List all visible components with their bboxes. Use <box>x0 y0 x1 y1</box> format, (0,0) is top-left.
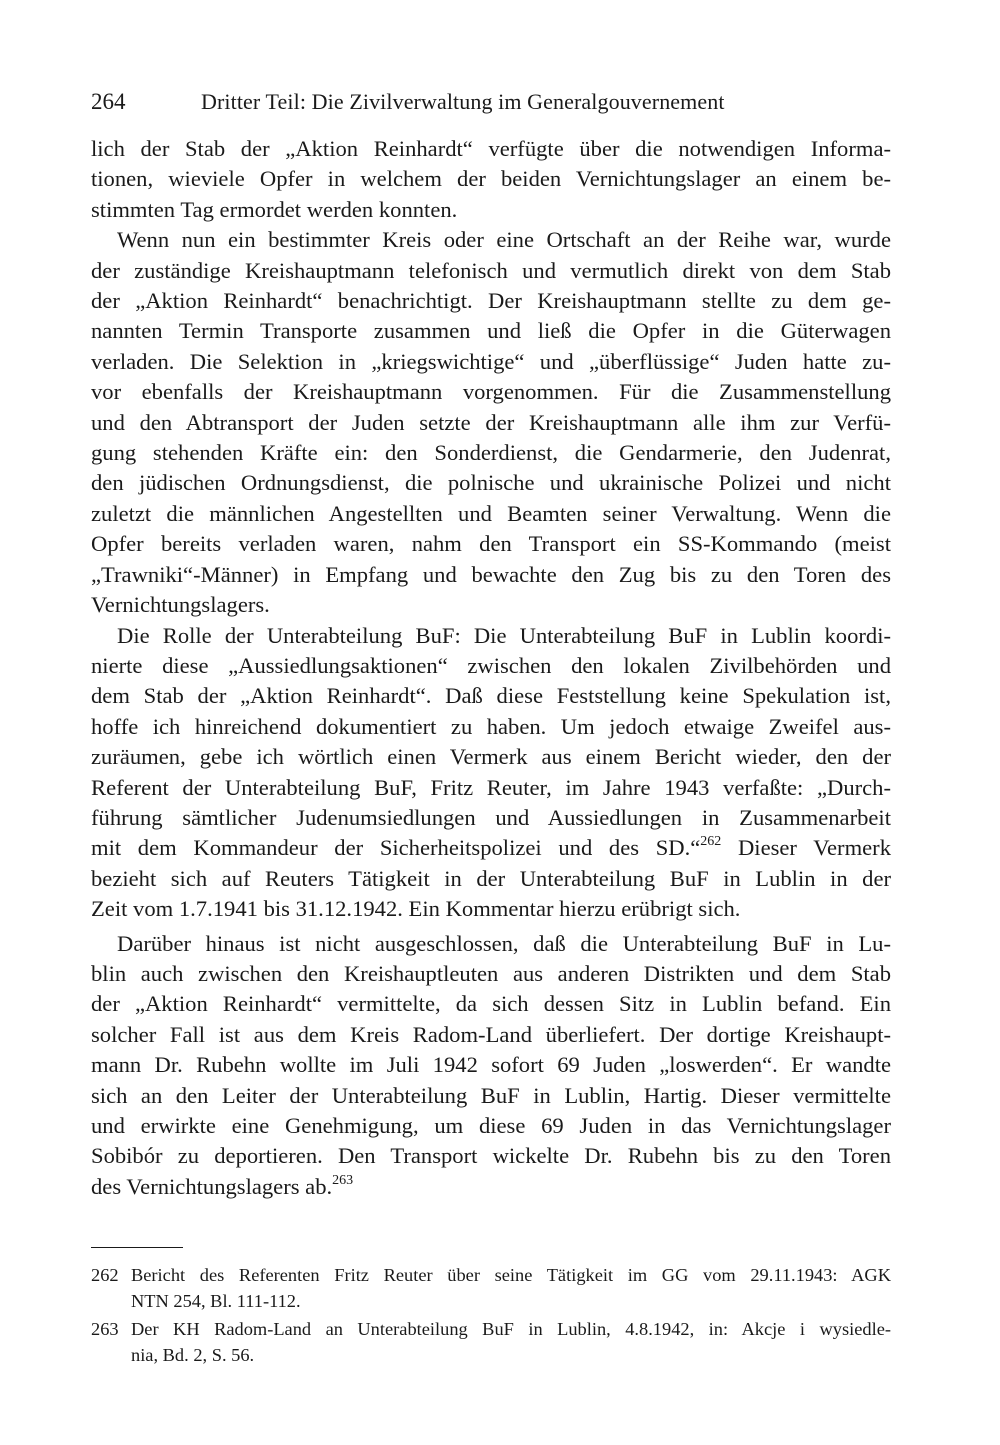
footnote-number: 263 <box>91 1319 119 1339</box>
text-line: nia, Bd. 2, S. 56. <box>131 1345 255 1365</box>
page-number: 264 <box>91 89 126 114</box>
text-line: tionen, wieviele Opfer in welchem der beiden Vernichtungslager an einem be- <box>91 166 891 192</box>
text-line: den jüdischen Ordnungsdienst, die polnische und ukrainische Polizei und nicht <box>91 470 891 496</box>
text-line-with-footnote <box>91 833 891 863</box>
text-line: zuräumen, gebe ich wörtlich einen Vermerk aus einem Bericht wieder, den der <box>91 744 891 770</box>
text-line: stimmten Tag ermordet werden konnten. <box>91 196 458 222</box>
footnote-rule <box>91 1247 183 1248</box>
paragraph-2 <box>91 225 891 620</box>
footnote-ref-263[interactable]: 263 <box>332 1172 354 1188</box>
running-head <box>91 82 921 122</box>
text-line: der „Aktion Reinhardt“ vermittelte, da sich dessen Sitz in Lublin befand. Ein <box>91 991 891 1017</box>
footnotes <box>91 1262 891 1370</box>
text-line: zuletzt die männlichen Angestellten und Beamten seiner Verwaltung. Wenn die <box>91 500 891 526</box>
paragraph-4 <box>91 929 891 1203</box>
text-line: der zuständige Kreishauptmann telefonisch und vermutlich direkt von dem Stab <box>91 257 891 283</box>
text-line: Opfer bereits verladen waren, nahm den Transport ein SS-Kommando (meist <box>91 531 891 557</box>
text-line: Bericht des Referenten Fritz Reuter über seine Tätigkeit im GG vom 29.11.1943: AGK <box>131 1265 891 1285</box>
text-line: nierte diese „Aussiedlungsaktionen“ zwischen den lokalen Zivilbehörden und <box>91 652 891 678</box>
text-line: Die Rolle der Unterabteilung BuF: Die Unterabteilung BuF in Lublin koordi- <box>117 622 891 648</box>
text-line: nannten Termin Transporte zusammen und ließ die Opfer in die Güterwagen <box>91 318 891 344</box>
text-fragment: des Vernichtungslagers ab. <box>91 1173 333 1199</box>
text-line: NTN 254, Bl. 111-112. <box>131 1291 301 1311</box>
text-line: verladen. Die Selektion in „kriegswichtige“ und „überflüssige“ Juden hatte zu- <box>91 348 891 374</box>
footnote-text <box>131 1262 891 1314</box>
text-line: hoffe ich hinreichend dokumentiert zu haben. Um jedoch etwaige Zweifel aus- <box>91 713 891 739</box>
text-line: dem Stab der „Aktion Reinhardt“. Daß diese Feststellung keine Spekulation ist, <box>91 683 891 709</box>
paragraph-1 <box>91 134 891 225</box>
text-line: der „Aktion Reinhardt“ benachrichtigt. Der Kreishauptmann stellte zu dem ge- <box>91 288 891 314</box>
text-line: „Trawniki“-Männer) in Empfang und bewachte den Zug bis zu den Toren des <box>91 561 891 587</box>
text-line: Sobibór zu deportieren. Den Transport wickelte Dr. Rubehn bis zu den Toren <box>91 1143 891 1169</box>
text-line: Wenn nun ein bestimmter Kreis oder eine Ortschaft an der Reihe war, wurde <box>117 227 891 253</box>
text-fragment: mit dem Kommandeur der Sicherheitspolizei und des SD.“ <box>91 835 701 861</box>
footnote-263 <box>91 1316 891 1368</box>
text-line-with-footnote <box>91 1172 891 1202</box>
text-line: Referent der Unterabteilung BuF, Fritz Reuter, im Jahre 1943 verfaßte: „Durch- <box>91 774 891 800</box>
footnote-text <box>131 1316 891 1368</box>
text-line: solcher Fall ist aus dem Kreis Radom-Land überliefert. Der dortige Kreishaupt- <box>91 1021 891 1047</box>
text-line: und den Abtransport der Juden setzte der Kreishauptmann alle ihm zur Verfü- <box>91 409 891 435</box>
text-line: Der KH Radom-Land an Unterabteilung BuF in Lublin, 4.8.1942, in: Akcje i wysiedle- <box>131 1319 891 1339</box>
text-line: Zeit vom 1.7.1941 bis 31.12.1942. Ein Kommentar hierzu erübrigt sich. <box>91 896 741 922</box>
text-line: gung stehenden Kräfte ein: den Sonderdienst, die Gendarmerie, den Judenrat, <box>91 440 891 466</box>
paragraph-3 <box>91 621 891 925</box>
text-line: sich an den Leiter der Unterabteilung BuF in Lublin, Hartig. Dieser vermittelte <box>91 1082 891 1108</box>
running-head-title: Dritter Teil: Die Zivilverwaltung im Generalgouvernement <box>201 89 725 114</box>
footnote-ref-262[interactable]: 262 <box>700 834 722 850</box>
text-line: und erwirkte eine Genehmigung, um diese 69 Juden in das Vernichtungslager <box>91 1113 891 1138</box>
text-line: blin auch zwischen den Kreishauptleuten aus anderen Distrikten und dem Stab <box>91 960 891 986</box>
footnote-number: 262 <box>91 1265 119 1285</box>
text-line: mann Dr. Rubehn wollte im Juli 1942 sofort 69 Juden „loswerden“. Er wandte <box>91 1052 891 1078</box>
footnote-262 <box>91 1262 891 1314</box>
text-line: lich der Stab der „Aktion Reinhardt“ verfügte über die notwendigen Informa- <box>91 136 891 161</box>
text-fragment: Dieser Vermerk <box>721 835 891 861</box>
body-text <box>91 134 891 1202</box>
text-line: Darüber hinaus ist nicht ausgeschlossen, daß die Unterabteilung BuF in Lu- <box>117 930 891 956</box>
text-line: führung sämtlicher Judenumsiedlungen und Aussiedlungen in Zusammenarbeit <box>91 804 891 830</box>
text-line: vor ebenfalls der Kreishauptmann vorgenommen. Für die Zusammenstellung <box>91 379 891 405</box>
text-line: bezieht sich auf Reuters Tätigkeit in der Unterabteilung BuF in Lublin in der <box>91 865 891 891</box>
text-line: Vernichtungslagers. <box>91 592 270 618</box>
